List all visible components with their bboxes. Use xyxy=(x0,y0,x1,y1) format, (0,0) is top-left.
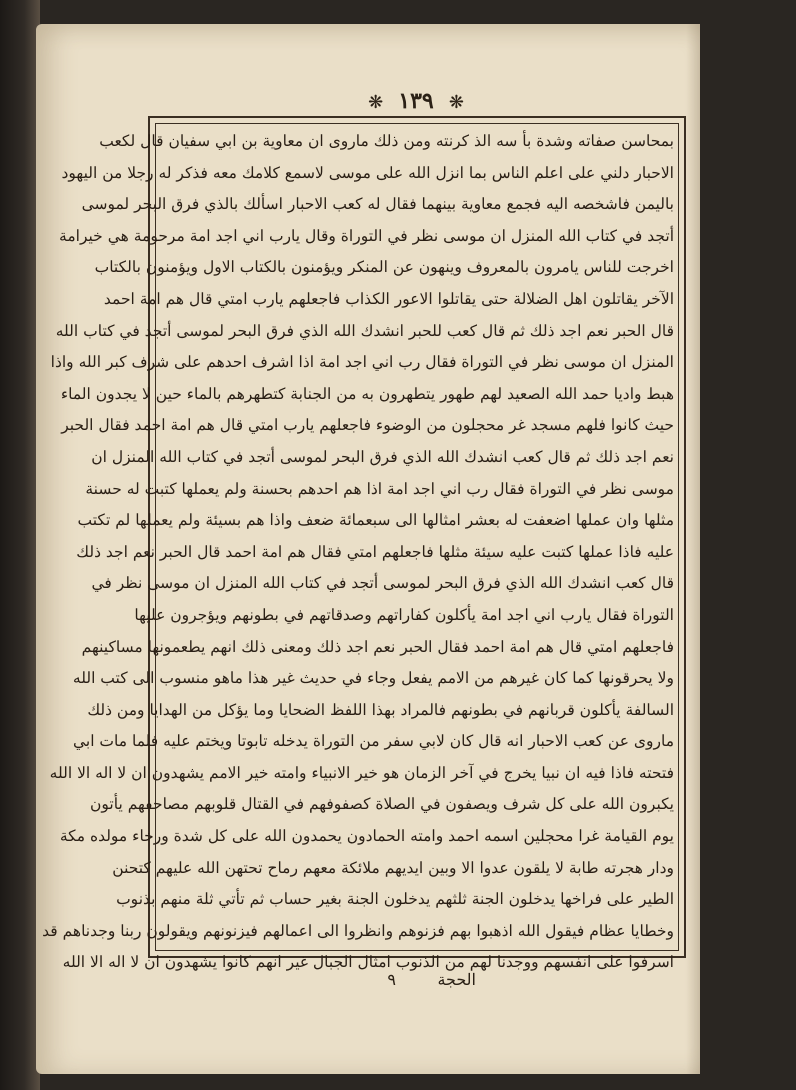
text-line: التوراة فقال يارب اني اجد امة يأكلون كفاراتهم وصدقاتهم في بطونهم ويؤجرون عليها xyxy=(134,605,674,624)
body-text xyxy=(42,126,674,979)
ornament-left-icon: ❋ xyxy=(368,92,384,113)
text-line: باليمن فاشخصه اليه فجمع معاوية بينهما فقال له كعب الاحبار اسألك بالذي فرق البحر لموسى xyxy=(81,195,674,214)
text-line: وخطايا عظام فيقول الله اذهبوا بهم فزنوهم وانظروا الى اعمالهم فيزنونهم ويقولون ربنا وجدناهم قد xyxy=(42,921,674,940)
page-number: ١٣٩ xyxy=(398,88,434,114)
text-line: الطير على فراخها يدخلون الجنة ثلثهم يدخلون الجنة بغير حساب ثم تأتي ثلة منهم بذنوب xyxy=(116,890,674,909)
text-line: ولا يحرقونها كما كان غيرهم من الامم يفعل وجاء في حديث غير هذا ماهو منسوب الى كتب الله xyxy=(72,669,674,688)
signature-word: الحجة xyxy=(437,970,476,989)
text-line: فاجعلهم امتي قال هم امة احمد فقال الحبر نعم اجد ذلك ومعنى ذلك انهم يطعمونها مساكينهم xyxy=(81,637,674,656)
text-line: عليه فاذا عملها كتبت عليه سيئة مثلها فاجعلهم امتي فقال هم امة احمد قال الحبر نعم اجد ذلك xyxy=(76,542,674,561)
text-line: هبط واديا حمد الله الصعيد لهم طهور يتطهرون به من الجنابة كتطهرهم بالماء حين لا يجدون الماء xyxy=(60,384,674,403)
text-line: ودار هجرته طابة لا يلقون عدوا الا وبين ايديهم ملائكة معهم رماح تحتهن الله عليهم كتحنن xyxy=(112,858,674,877)
text-line: فتحته فاذا فيه ان نبيا يخرج في آخر الزمان هو خير الانبياء وامته خير الامم يشهدون ان لا اله الا الله xyxy=(49,763,674,782)
text-line: قال كعب انشدك الله الذي فرق البحر لموسى أتجد في كتاب الله المنزل ان موسى نظر في xyxy=(91,574,674,593)
text-line: المنزل ان موسى نظر في التوراة فقال رب اني اجد امة اذا اشرف احدهم على شرف كبر الله واذا xyxy=(50,353,674,372)
text-line: الآخر يقاتلون اهل الضلالة حتى يقاتلوا الاعور الكذاب فاجعلهم يارب امتي قال هم امة احمد xyxy=(103,289,674,308)
ornament-right-icon: ❋ xyxy=(448,92,464,113)
page-header xyxy=(36,88,796,114)
page-sheet xyxy=(36,24,700,1074)
text-line: السالفة يأكلون قربانهم في بطونهم فالمراد بهذا اللفظ الضحايا وما يؤكل من الهدايا ومن ذلك xyxy=(87,700,674,719)
text-line: يوم القيامة غرا محجلين اسمه احمد وامته الحمادون يحمدون الله على كل شدة ورخاء مولده مكة xyxy=(59,827,674,846)
text-line: ماروى عن كعب الاحبار انه قال كان لابي سفر من التوراة يدخله تابوتا ويختم عليه فلما مات ابي xyxy=(72,732,674,751)
page-fold-shadow xyxy=(686,24,700,1074)
text-line: يكبرون الله على كل شرف ويصفون في الصلاة كصفوفهم في القتال قلوبهم مصاحفهم يأتون xyxy=(90,795,674,814)
text-line: اسرفوا على انفسهم ووجدنا لهم من الذنوب امثال الجبال غير انهم كانوا يشهدون ان لا اله الا الله xyxy=(62,953,674,972)
text-line: اخرجت للناس يامرون بالمعروف وينهون عن المنكر ويؤمنون بالكتاب الاول ويؤمنون بالكتاب xyxy=(94,258,674,277)
text-frame xyxy=(42,116,686,972)
text-line: حيث كانوا فلهم مسجد غر محجلون من الوضوء فاجعلهم يارب امتي قال هم امة احمد فقال الحبر xyxy=(61,416,674,435)
text-line: نعم اجد ذلك ثم قال كعب انشدك الله الذي فرق البحر لموسى أتجد في كتاب الله المنزل ان xyxy=(91,447,674,466)
text-line: موسى نظر في التوراة فقال رب اني اجد امة اذا هم احدهم بحسنة ولم يعملها كتبت له حسنة xyxy=(85,479,674,498)
text-line: الاحبار دلني على اعلم الناس بما انزل الله على موسى لاسمع كلامك معه فذكر له رجلا من اليهود xyxy=(61,163,674,182)
book-spine-edge xyxy=(0,0,40,1090)
text-line: بمحاسن صفاته وشدة بأ سه الذ كرنته ومن ذلك ماروى ان معاوية بن ابي سفيان قال لكعب xyxy=(99,132,674,150)
text-line: أتجد في كتاب الله المنزل ان موسى نظر في التوراة وقال يارب اني اجد امة مرحومة هي خيرامة xyxy=(59,226,674,245)
text-line: قال الحبر نعم اجد ذلك ثم قال كعب للحبر انشدك الله الذي فرق البحر لموسى أتجد في كتاب الله xyxy=(55,321,674,340)
text-line: مثلها وان عملها اضعفت له بعشر امثالها الى سبعمائة ضعف واذا هم بسيئة ولم يعملها لم تكتب xyxy=(77,511,674,530)
signature-number: ٩ xyxy=(387,970,396,989)
